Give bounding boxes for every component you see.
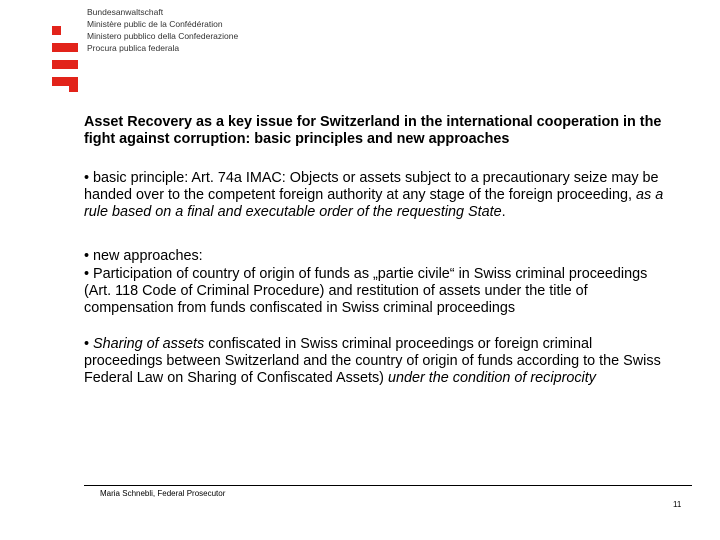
authority-name-de: Bundesanwaltschaft — [87, 7, 164, 17]
sharing-lead: Sharing of assets — [93, 335, 205, 352]
basic-principle-end: . — [501, 204, 506, 221]
participation-paragraph: • Participation of country of origin of funds as „partie civile“ in Swiss criminal proceedings (Art. 118 Code of Criminal Procedure) and restitution of assets under the title of compensation from funds confiscated in Swiss criminal proceedings — [84, 265, 648, 317]
new-approaches-colon: : — [198, 248, 203, 265]
slide-body — [84, 114, 664, 388]
basic-principle-paragraph — [84, 170, 664, 222]
new-approaches-label: • new approaches — [84, 248, 199, 265]
new-approaches-heading — [84, 248, 664, 265]
footer-divider — [84, 485, 692, 486]
authority-name — [87, 6, 238, 54]
sharing-paragraph — [84, 336, 664, 388]
authority-name-it: Ministero pubblico della Confederazione — [87, 31, 239, 41]
authority-name-rm: Procura publica federala — [87, 43, 180, 53]
sharing-condition: under the condition of reciprocity — [387, 370, 596, 387]
authority-name-fr: Ministère public de la Confédération — [87, 19, 223, 29]
sharing-bullet: • — [84, 335, 94, 352]
footer-author: Maria Schnebli, Federal Prosecutor — [100, 489, 226, 498]
sharing-text: confiscated in Swiss criminal proceedings or foreign criminal proceedings between Switzerland and the country of origin of funds according to the Swiss Federal Law on Sharing of Confiscated Assets) — [84, 335, 661, 387]
basic-principle-text: : Art. 74a IMAC: Objects or assets subject to a precautionary seize may be handed over to the competent foreign authority at any stage of the foreign proceeding, — [84, 169, 659, 203]
swiss-federal-logo-icon — [52, 26, 78, 92]
page-number: 11 — [673, 500, 682, 509]
basic-principle-condition: as a rule based on a final and executable order of the requesting State — [84, 186, 664, 221]
basic-principle-label: • basic principle — [84, 169, 185, 186]
slide-title: Asset Recovery as a key issue for Switzerland in the international cooperation in the fight against corruption: basic principles and new approaches — [84, 114, 662, 148]
